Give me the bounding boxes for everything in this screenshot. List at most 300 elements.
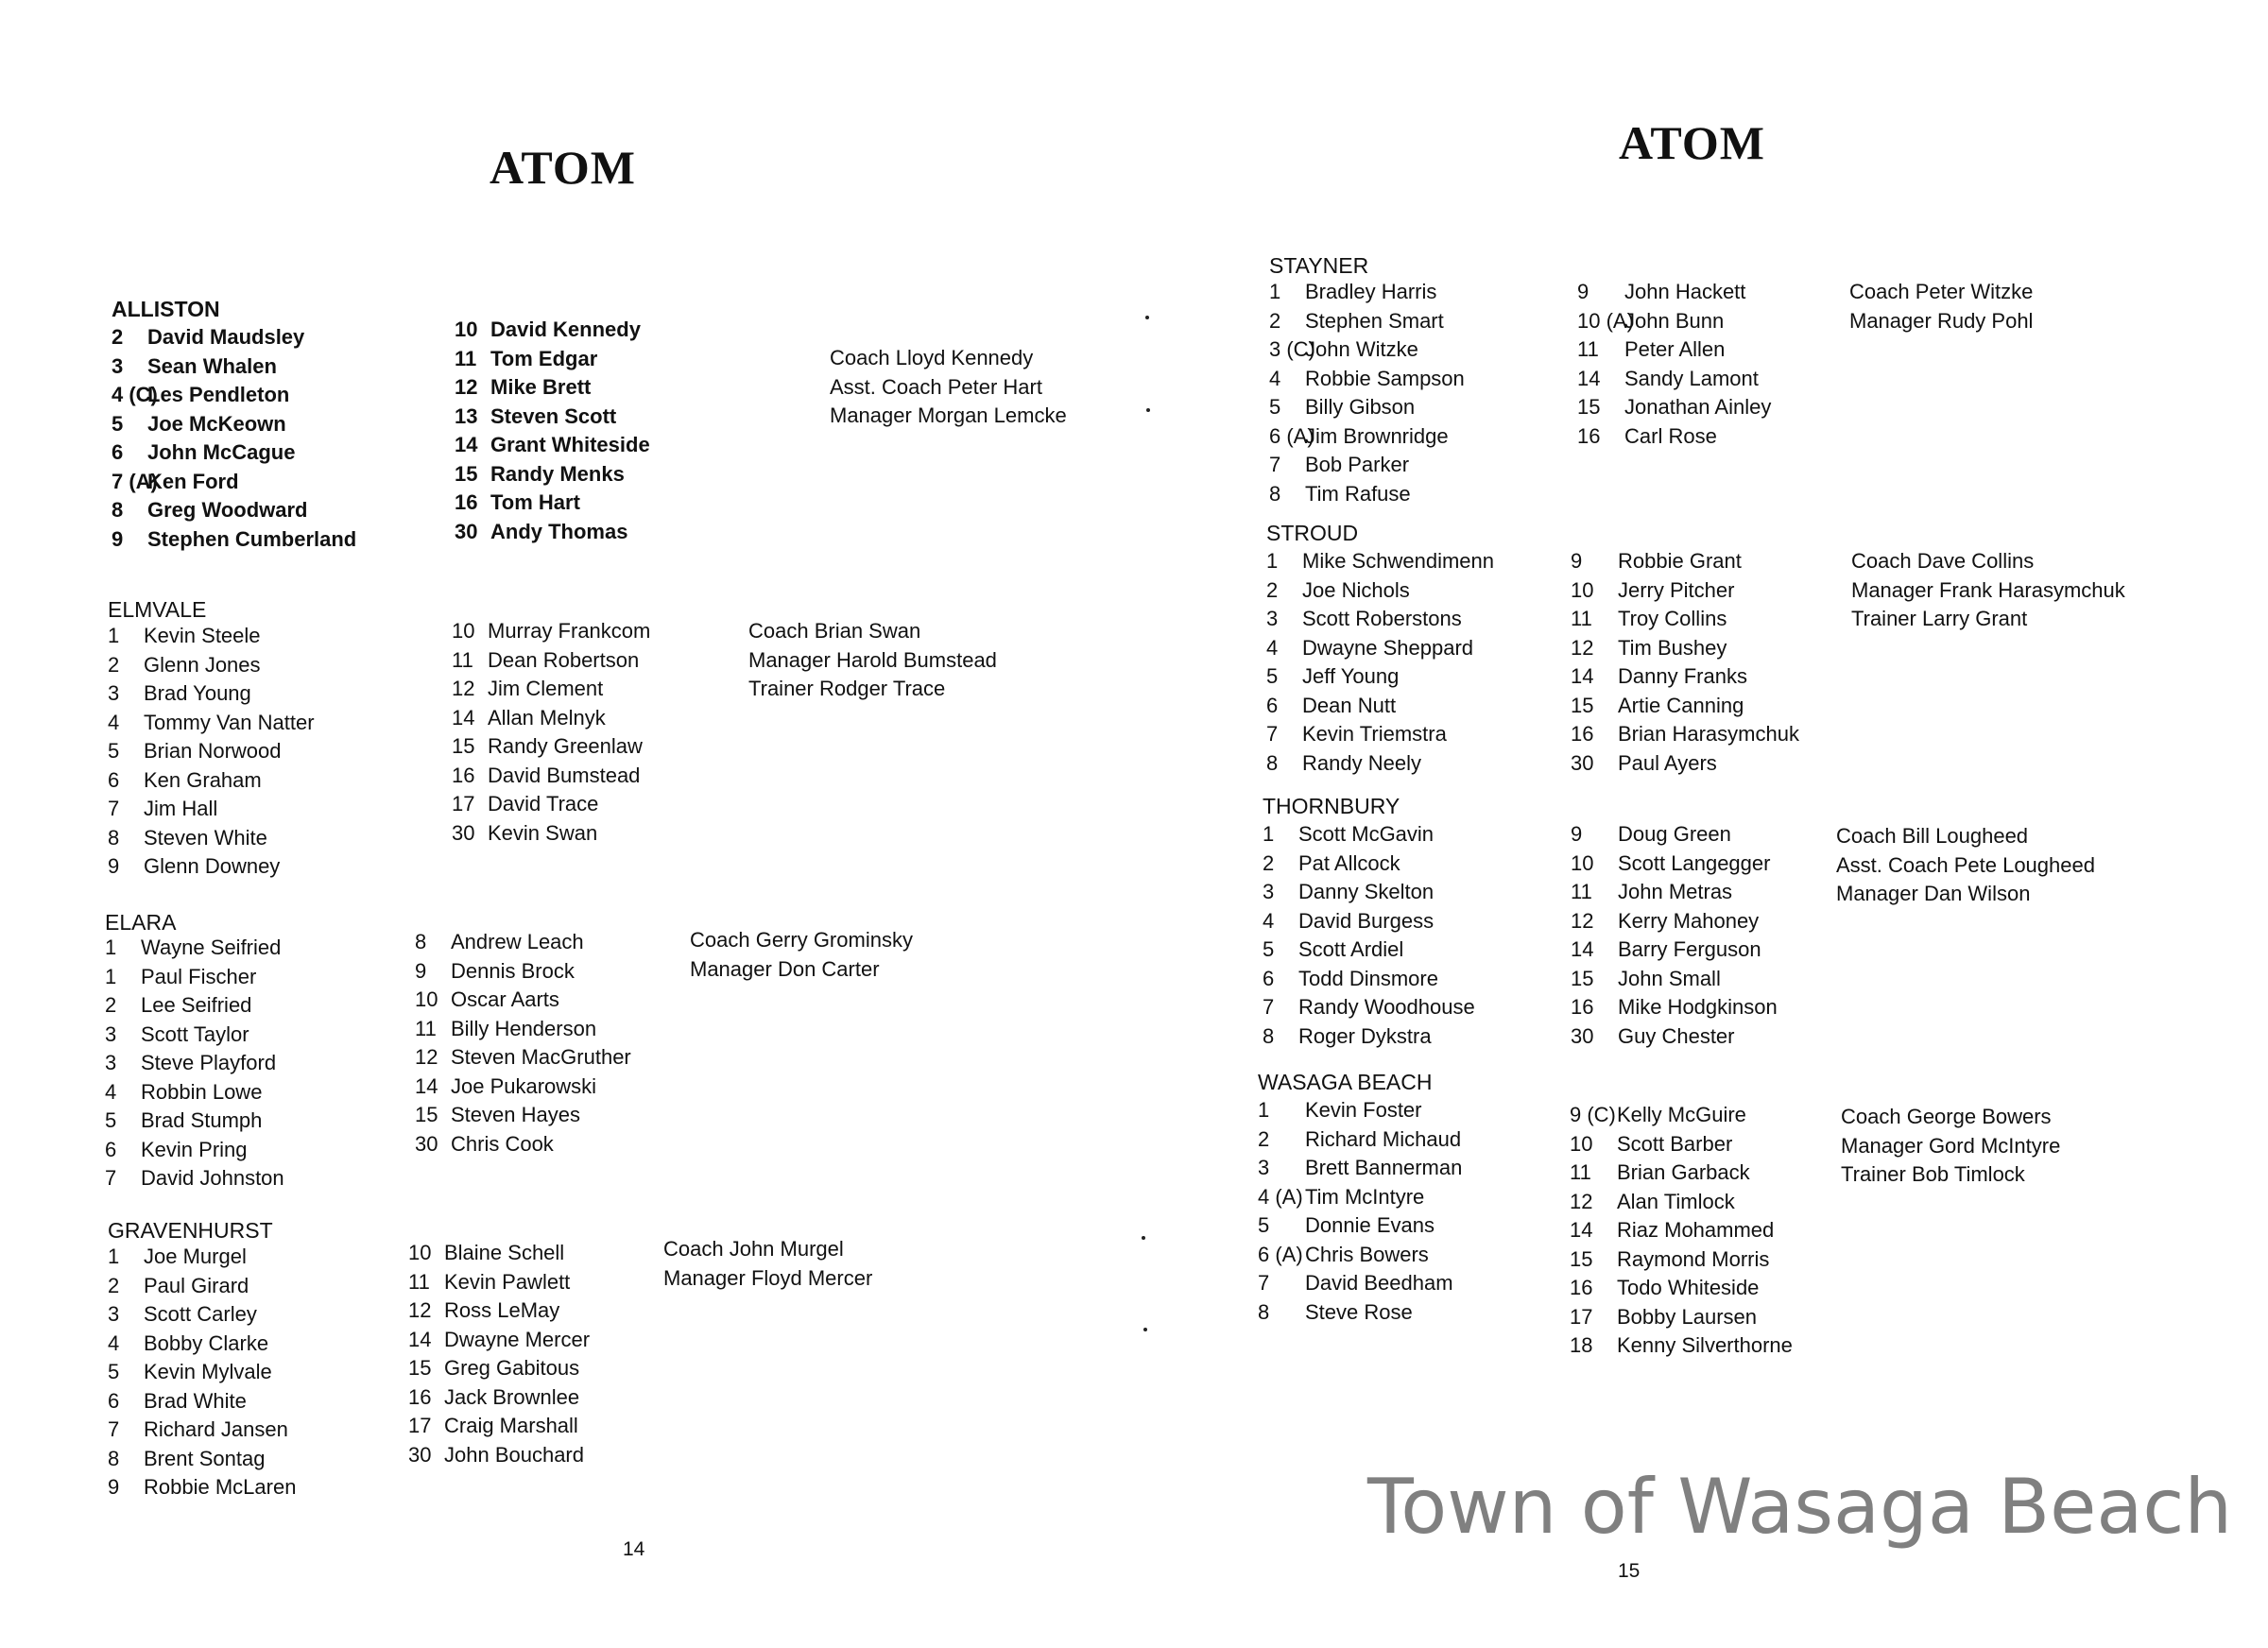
player-name: Robbin Lowe — [141, 1079, 263, 1104]
jersey-number: 6 (A) — [1269, 423, 1314, 448]
jersey-number: 7 — [1266, 722, 1279, 746]
jersey-number: 30 — [1571, 750, 1594, 775]
player-row — [108, 1243, 296, 1272]
jersey-number: 9 — [415, 958, 427, 983]
scan-speck — [1143, 1328, 1147, 1331]
player-row — [1263, 850, 1475, 879]
player-name: Scott Langegger — [1618, 850, 1771, 875]
team-staff — [830, 344, 1067, 431]
player-name: Doug Green — [1618, 822, 1731, 846]
player-name: Brad Young — [144, 681, 251, 705]
player-row — [1577, 335, 1771, 365]
player-row — [105, 1164, 284, 1193]
player-row — [1571, 662, 1799, 692]
player-name: Bradley Harris — [1305, 280, 1437, 303]
player-name: David Bumstead — [488, 763, 641, 787]
player-row — [1571, 850, 1778, 879]
jersey-number: 14 — [1571, 937, 1594, 961]
player-row — [1269, 365, 1465, 394]
player-name: Guy Chester — [1618, 1023, 1735, 1048]
player-name: Scott Ardiel — [1298, 937, 1404, 961]
player-name: Sean Whalen — [147, 353, 277, 378]
roster-column-1 — [112, 323, 356, 554]
player-row — [1577, 393, 1771, 422]
player-row — [1263, 965, 1475, 994]
player-row — [1266, 692, 1494, 721]
player-row — [1266, 720, 1494, 749]
jersey-number: 30 — [452, 820, 475, 845]
player-name: Greg Gabitous — [444, 1356, 580, 1380]
jersey-number: 30 — [415, 1131, 438, 1156]
jersey-number: 14 — [455, 433, 478, 456]
jersey-number: 10 — [1571, 577, 1594, 602]
jersey-number: 16 — [1571, 722, 1594, 746]
player-row — [1269, 422, 1465, 452]
player-row — [112, 381, 356, 410]
player-name: Richard Michaud — [1305, 1126, 1462, 1151]
player-name: Murray Frankcom — [488, 619, 651, 643]
player-row — [105, 1107, 284, 1136]
roster-column-2 — [455, 316, 650, 546]
player-name: Billy Gibson — [1305, 395, 1416, 419]
jersey-number: 6 — [112, 440, 124, 464]
player-name: Tim McIntyre — [1305, 1184, 1425, 1209]
roster-column-2 — [1571, 820, 1778, 1051]
player-row — [1571, 749, 1799, 779]
team-gravenhurst — [108, 1216, 873, 1499]
team-name: THORNBURY — [1263, 794, 1400, 818]
player-row — [455, 403, 650, 432]
player-name: Brent Sontag — [144, 1446, 266, 1470]
team-alliston — [112, 295, 1067, 551]
jersey-number: 5 — [1263, 937, 1275, 961]
jersey-number: 3 — [1266, 607, 1279, 630]
player-name: Steven Hayes — [451, 1103, 580, 1126]
player-name: Bob Parker — [1305, 453, 1410, 476]
player-name: Stephen Cumberland — [147, 526, 357, 551]
player-row — [1258, 1154, 1462, 1183]
player-name: Todo Whiteside — [1617, 1276, 1760, 1299]
team-stroud — [1266, 519, 2125, 775]
roster-column-1 — [1269, 278, 1465, 508]
jersey-number: 2 — [1269, 308, 1281, 333]
scan-speck — [1146, 408, 1150, 412]
jersey-number: 7 — [108, 797, 120, 820]
jersey-number: 14 — [1570, 1218, 1593, 1242]
player-row — [1571, 547, 1799, 576]
player-row — [1571, 634, 1799, 663]
player-name: Danny Skelton — [1298, 880, 1435, 903]
player-row — [1258, 1298, 1462, 1328]
player-row — [108, 795, 315, 824]
player-name: Steven MacGruther — [451, 1045, 631, 1069]
player-name: Roger Dykstra — [1298, 1023, 1432, 1048]
jersey-number: 30 — [455, 519, 478, 543]
player-row — [452, 762, 650, 791]
player-row — [108, 737, 315, 766]
player-row — [452, 819, 650, 849]
jersey-number: 3 — [108, 681, 120, 705]
player-row — [108, 1272, 296, 1301]
player-row — [1269, 451, 1465, 480]
player-row — [108, 824, 315, 853]
player-name: Scott McGavin — [1298, 822, 1435, 846]
player-row — [105, 1049, 284, 1078]
jersey-number: 14 — [1571, 664, 1594, 688]
player-row — [1571, 878, 1778, 907]
staff-member: Trainer Larry Grant — [1851, 607, 2028, 630]
player-row — [105, 991, 284, 1021]
player-row — [408, 1296, 590, 1326]
player-row — [455, 518, 650, 547]
jersey-number: 10 — [1571, 850, 1594, 875]
roster-column-1 — [1263, 820, 1475, 1051]
team-staff — [663, 1235, 872, 1293]
player-name: Artie Canning — [1618, 693, 1744, 717]
jersey-number: 4 — [1263, 908, 1275, 933]
staff-member: Manager Rudy Pohl — [1849, 308, 2034, 333]
jersey-number: 12 — [452, 677, 475, 700]
player-name: Tom Edgar — [490, 346, 598, 370]
player-row — [1570, 1101, 1793, 1130]
player-name: Dean Robertson — [488, 647, 640, 672]
staff-member: Manager Dan Wilson — [1836, 882, 2031, 905]
team-elara — [105, 908, 913, 1190]
player-row — [408, 1441, 590, 1470]
player-name: David Kennedy — [490, 318, 641, 341]
jersey-number: 11 — [415, 1016, 437, 1040]
jersey-number: 9 — [1571, 822, 1583, 846]
player-name: Danny Franks — [1618, 664, 1747, 688]
player-name: David Trace — [488, 792, 599, 815]
player-name: Tim Rafuse — [1305, 481, 1411, 506]
player-row — [1571, 1022, 1778, 1052]
player-name: Jerry Pitcher — [1618, 577, 1735, 602]
player-name: Sandy Lamont — [1624, 366, 1759, 390]
staff-member: Trainer Rodger Trace — [748, 677, 946, 700]
player-name: Kevin Swan — [488, 820, 598, 845]
player-name: Brian Norwood — [144, 739, 282, 763]
player-row — [1263, 878, 1475, 907]
jersey-number: 8 — [1269, 481, 1281, 506]
player-name: Jonathan Ainley — [1624, 395, 1772, 419]
player-row — [1269, 278, 1465, 307]
player-row — [415, 1130, 631, 1159]
jersey-number: 12 — [1571, 908, 1594, 933]
jersey-number: 10 — [408, 1241, 432, 1264]
staff-member: Asst. Coach Pete Lougheed — [1836, 852, 2095, 877]
player-row — [105, 1021, 284, 1050]
player-row — [452, 617, 650, 646]
player-name: Carl Rose — [1624, 423, 1717, 448]
roster-column-2 — [452, 617, 650, 848]
jersey-number: 6 (A) — [1258, 1242, 1303, 1266]
player-name: Riaz Mohammed — [1617, 1218, 1775, 1242]
player-name: Randy Woodhouse — [1298, 995, 1475, 1019]
player-row — [108, 1445, 296, 1474]
team-staff — [748, 617, 997, 704]
jersey-number: 12 — [415, 1045, 438, 1069]
player-name: John Small — [1618, 966, 1721, 990]
player-name: Kerry Mahoney — [1618, 908, 1760, 933]
staff-member: Asst. Coach Peter Hart — [830, 374, 1042, 399]
jersey-number: 12 — [408, 1298, 432, 1322]
player-row — [1269, 307, 1465, 336]
page-number: 14 — [623, 1538, 645, 1560]
team-name: ALLISTON — [112, 297, 220, 321]
player-name: Richard Jansen — [144, 1417, 288, 1441]
player-name: David Beedham — [1305, 1271, 1453, 1295]
player-row — [112, 496, 356, 525]
jersey-number: 7 — [1263, 995, 1275, 1019]
staff-member: Coach John Murgel — [663, 1237, 844, 1261]
jersey-number: 10 — [455, 318, 478, 341]
player-name: Randy Neely — [1302, 750, 1421, 775]
player-name: Troy Collins — [1618, 607, 1727, 630]
jersey-number: 2 — [1266, 577, 1279, 602]
jersey-number: 9 — [1571, 549, 1583, 573]
jersey-number: 9 — [108, 1475, 120, 1499]
player-name: Robbie Sampson — [1305, 366, 1465, 390]
jersey-number: 8 — [112, 498, 124, 522]
jersey-number: 6 — [108, 767, 120, 792]
team-wasaga-beach — [1258, 1068, 2061, 1357]
player-row — [1258, 1125, 1462, 1155]
jersey-number: 15 — [1570, 1246, 1593, 1271]
jersey-number: 8 — [1266, 750, 1279, 775]
player-row — [1570, 1188, 1793, 1217]
jersey-number: 7 — [108, 1417, 120, 1441]
player-name: Ken Graham — [144, 767, 262, 792]
player-name: Jim Brownridge — [1305, 423, 1449, 448]
player-name: Stephen Smart — [1305, 308, 1444, 333]
jersey-number: 4 (A) — [1258, 1184, 1303, 1209]
player-row — [108, 766, 315, 796]
player-row — [108, 1330, 296, 1359]
jersey-number: 10 (A) — [1577, 308, 1634, 333]
player-row — [452, 646, 650, 676]
player-row — [1570, 1159, 1793, 1188]
team-staff — [690, 926, 913, 984]
jersey-number: 10 — [415, 987, 438, 1011]
roster-column-1 — [1258, 1096, 1462, 1327]
player-row — [112, 468, 356, 497]
player-name: Robbie McLaren — [144, 1475, 297, 1499]
jersey-number: 5 — [108, 739, 120, 763]
player-name: Barry Ferguson — [1618, 937, 1761, 961]
player-row — [1263, 936, 1475, 965]
player-name: John Hackett — [1624, 280, 1746, 303]
player-name: Pat Allcock — [1298, 850, 1400, 875]
player-row — [455, 489, 650, 518]
jersey-number: 5 — [108, 1360, 120, 1383]
player-name: Randy Greenlaw — [488, 734, 643, 758]
staff-member: Coach Brian Swan — [748, 619, 921, 643]
scan-speck — [1145, 316, 1149, 319]
player-name: Lee Seifried — [141, 993, 252, 1017]
player-row — [105, 963, 284, 992]
jersey-number: 16 — [455, 490, 478, 514]
jersey-number: 15 — [415, 1103, 438, 1126]
player-name: Dwayne Sheppard — [1302, 635, 1474, 660]
jersey-number: 3 (C) — [1269, 337, 1315, 361]
player-name: Oscar Aarts — [451, 987, 559, 1011]
jersey-number: 9 — [112, 526, 124, 551]
player-row — [112, 438, 356, 468]
jersey-number: 10 — [452, 619, 475, 643]
player-row — [108, 1387, 296, 1416]
player-name: Andy Thomas — [490, 519, 628, 543]
team-staff — [1841, 1103, 2060, 1190]
jersey-number: 2 — [1263, 850, 1275, 875]
roster-column-2 — [408, 1239, 590, 1469]
player-name: Tim Bushey — [1618, 635, 1727, 660]
player-name: Brad Stumph — [141, 1108, 263, 1132]
player-row — [108, 1358, 296, 1387]
player-row — [1570, 1331, 1793, 1361]
jersey-number: 14 — [415, 1073, 438, 1098]
player-name: John Bouchard — [444, 1442, 584, 1467]
jersey-number: 4 — [105, 1079, 117, 1104]
player-name: Steven Scott — [490, 403, 617, 428]
player-name: Blaine Schell — [444, 1241, 565, 1264]
jersey-number: 3 — [1263, 880, 1275, 903]
player-name: Brett Bannerman — [1305, 1156, 1463, 1179]
player-name: Ross LeMay — [444, 1298, 560, 1322]
jersey-number: 1 — [105, 964, 117, 988]
jersey-number: 15 — [1571, 693, 1594, 717]
roster-column-2 — [1577, 278, 1771, 451]
jersey-number: 14 — [408, 1327, 432, 1351]
player-name: Glenn Downey — [144, 854, 281, 878]
jersey-number: 16 — [1577, 423, 1601, 448]
player-name: Allan Melnyk — [488, 705, 606, 730]
jersey-number: 16 — [452, 763, 475, 787]
player-row — [1577, 365, 1771, 394]
player-row — [1571, 820, 1778, 850]
player-row — [1570, 1130, 1793, 1159]
player-name: Donnie Evans — [1305, 1213, 1435, 1237]
jersey-number: 4 — [108, 710, 120, 734]
jersey-number: 16 — [1571, 995, 1594, 1019]
scan-speck — [1142, 1236, 1145, 1240]
right-page — [1162, 0, 2268, 1648]
team-elmvale — [108, 595, 997, 878]
jersey-number: 13 — [455, 403, 478, 428]
player-name: Grant Whiteside — [490, 433, 650, 456]
jersey-number: 2 — [108, 1273, 120, 1297]
player-name: Bobby Laursen — [1617, 1304, 1757, 1329]
player-row — [108, 1416, 296, 1445]
staff-member: Coach Dave Collins — [1851, 549, 2035, 573]
staff-member: Manager Harold Bumstead — [748, 647, 997, 672]
jersey-number: 8 — [1263, 1023, 1275, 1048]
player-name: Chris Bowers — [1305, 1242, 1429, 1266]
jersey-number: 16 — [408, 1384, 432, 1409]
jersey-number: 3 — [105, 1021, 117, 1046]
player-row — [1571, 576, 1799, 606]
player-row — [415, 1015, 631, 1044]
page-heading: ATOM — [1619, 116, 1765, 169]
player-row — [455, 373, 650, 403]
player-name: Raymond Morris — [1617, 1246, 1770, 1271]
jersey-number: 11 — [1570, 1160, 1591, 1184]
player-name: Brian Harasymchuk — [1618, 722, 1799, 746]
jersey-number: 9 — [1577, 280, 1589, 303]
jersey-number: 15 — [452, 734, 475, 758]
player-row — [112, 525, 356, 555]
player-name: Robbie Grant — [1618, 549, 1742, 573]
player-name: Billy Henderson — [451, 1016, 597, 1040]
jersey-number: 15 — [408, 1356, 432, 1380]
jersey-number: 11 — [452, 647, 473, 672]
jersey-number: 14 — [452, 705, 475, 730]
player-row — [1269, 480, 1465, 509]
player-row — [112, 323, 356, 352]
page-number: 15 — [1618, 1560, 1641, 1582]
jersey-number: 7 (A) — [112, 469, 158, 493]
player-name: John Metras — [1618, 880, 1733, 903]
player-name: Chris Cook — [451, 1131, 554, 1156]
player-row — [1258, 1096, 1462, 1125]
player-name: Scott Roberstons — [1302, 607, 1462, 630]
player-row — [1571, 692, 1799, 721]
player-row — [408, 1412, 590, 1441]
player-row — [108, 651, 315, 680]
jersey-number: 3 — [105, 1051, 117, 1074]
jersey-number: 9 — [108, 854, 120, 878]
player-name: Craig Marshall — [444, 1414, 578, 1437]
player-name: Andrew Leach — [451, 930, 584, 953]
player-name: Les Pendleton — [147, 383, 290, 406]
player-row — [1266, 662, 1494, 692]
player-row — [112, 352, 356, 382]
player-name: Jack Brownlee — [444, 1384, 580, 1409]
player-name: Tom Hart — [490, 490, 580, 514]
jersey-number: 8 — [108, 825, 120, 850]
player-name: Kevin Steele — [144, 624, 261, 647]
roster-column-1 — [105, 934, 284, 1193]
jersey-number: 1 — [1266, 549, 1279, 573]
jersey-number: 8 — [415, 930, 427, 953]
jersey-number: 4 — [1266, 635, 1279, 660]
staff-member: Manager Morgan Lemcke — [830, 403, 1067, 427]
player-row — [105, 1078, 284, 1107]
player-row — [1266, 634, 1494, 663]
jersey-number: 1 — [105, 936, 117, 959]
player-row — [1266, 547, 1494, 576]
player-row — [108, 1300, 296, 1330]
player-name: David Maudsley — [147, 325, 305, 349]
player-row — [455, 345, 650, 374]
player-row — [408, 1383, 590, 1413]
player-row — [415, 1101, 631, 1130]
staff-member: Coach Bill Lougheed — [1836, 824, 2029, 848]
player-row — [452, 790, 650, 819]
player-name: Joe Murgel — [144, 1245, 247, 1268]
roster-column-1 — [108, 622, 315, 882]
jersey-number: 5 — [112, 411, 124, 436]
player-name: Jim Hall — [144, 797, 218, 820]
team-staff — [1849, 278, 2033, 335]
player-name: Paul Fischer — [141, 964, 257, 988]
team-stayner — [1269, 251, 2034, 506]
player-name: Kelly McGuire — [1617, 1103, 1746, 1126]
jersey-number: 12 — [455, 375, 478, 399]
jersey-number: 5 — [1269, 395, 1281, 419]
player-name: Bobby Clarke — [144, 1330, 269, 1355]
jersey-number: 1 — [108, 1245, 120, 1268]
